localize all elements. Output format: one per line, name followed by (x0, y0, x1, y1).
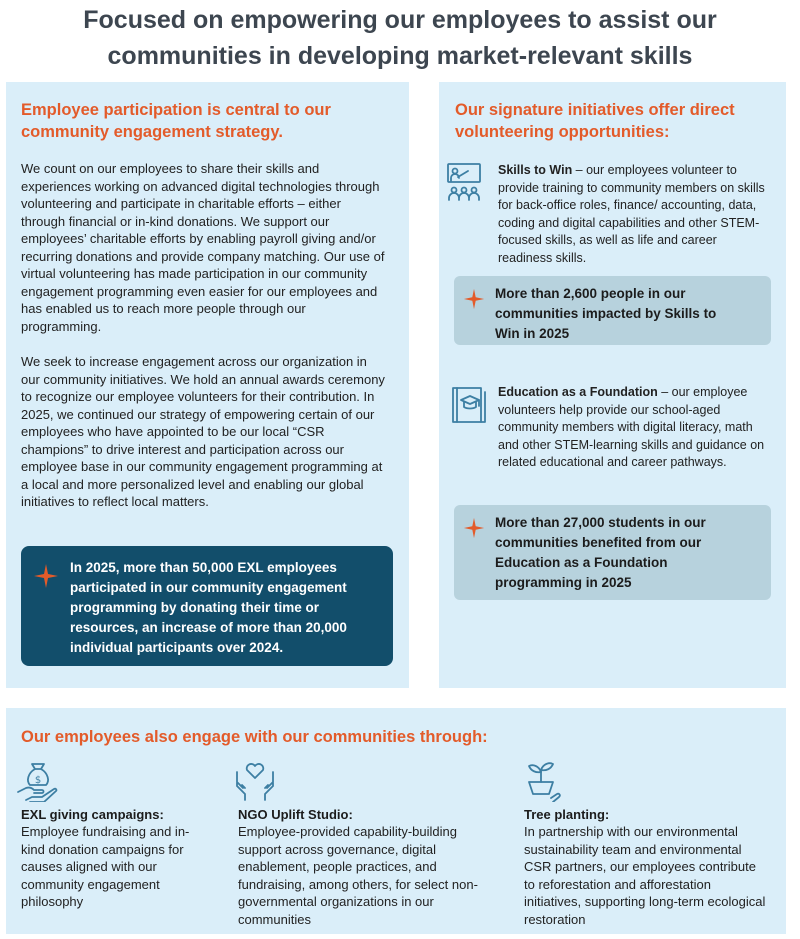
education-foundation-stat-text: More than 27,000 students in our communities benefited from our Education as a Foundation programming in 2025 (495, 515, 706, 590)
skills-to-win-name: Skills to Win (498, 163, 573, 177)
svg-text:$: $ (34, 775, 42, 786)
book-graduation-cap-icon (449, 382, 489, 426)
money-bag-hand-icon (16, 758, 58, 802)
community-engagement-panel (6, 708, 786, 934)
ngo-uplift-description: Employee-provided capability-building support across governance, digital enablement, people practices, and fundraising, among others, for select non-governmental organizations in our communities (238, 824, 478, 927)
giving-campaigns-description: Employee fundraising and in-kind donation campaigns for causes aligned with our community engagement philosophy (21, 824, 190, 909)
sparkle-icon (463, 288, 485, 310)
skills-to-win-text: – our employees volunteer to provide training to community members on skills for back-office roles, finance/ accounting, data, coding and digital capabilities and other STEM-focused skills, as well as life and career readiness skills. (498, 163, 765, 265)
tree-planting-item (524, 806, 769, 928)
participation-paragraph-1: We count on our employees to share their skills and experiences working on advanced digital technologies through volunteering and participate in charitable efforts – either through financial or in-kind donations. We support our employees’ charitable efforts by enabling payroll giving and/or recurring donations and provide company matching. Our use of virtual volunteering has made participation in our community engagement programming even easier for our employees and has enabled us to reach more people through our programming. (21, 161, 385, 334)
education-foundation-stat-callout (454, 505, 771, 600)
page-title-line-2: communities in developing market-relevant skills (107, 42, 693, 70)
education-foundation-text: – our employee volunteers help provide our school-aged community members with digital literacy, math and other STEM-learning skills and guidance on related educational and career pathways. (498, 385, 765, 469)
community-engagement-heading: Our employees also engage with our communities through: (21, 728, 488, 746)
employee-participation-heading: Employee participation is central to our community engagement strategy. (21, 101, 331, 141)
page-title-line-1: Focused on empowering our employees to assist our (83, 6, 717, 34)
tree-planting-title: Tree planting: (524, 807, 610, 822)
giving-campaigns-item (21, 806, 213, 911)
page-title (0, 2, 800, 74)
participation-stat-callout (21, 546, 393, 666)
ngo-uplift-title: NGO Uplift Studio: (238, 807, 353, 822)
skills-to-win-stat-callout (454, 276, 771, 345)
participation-stat-text: In 2025, more than 50,000 EXL employees participated in our community engagement programming by donating their time or resources, an increase of more than 20,000 individual participants over 2024. (70, 560, 347, 655)
sparkle-icon (463, 517, 485, 539)
ngo-uplift-item (238, 806, 483, 928)
plant-hand-icon (521, 758, 563, 802)
employee-participation-panel (6, 82, 409, 688)
education-foundation-name: Education as a Foundation (498, 385, 658, 399)
skills-to-win-description (498, 162, 773, 267)
participation-paragraph-2: We seek to increase engagement across our organization in our community initiatives. We hold an annual awards ceremony to recognize our employee volunteers for their contribution. In 2025, we continued our strategy of empowering certain of our employees who have appointed to be our local “CSR champions” to drive interest and participation across our employee base in our community engagement programming at a local and more personalized level and enabling our global initiatives to reflect local matters. (21, 354, 385, 509)
education-foundation-description (498, 384, 773, 472)
tree-planting-description: In partnership with our environmental sustainability team and environmental CSR partners, our employees contribute to reforestation and afforestation initiatives, supporting long-term ecological restoration (524, 824, 766, 927)
giving-campaigns-title: EXL giving campaigns: (21, 807, 164, 822)
sparkle-icon (33, 563, 59, 589)
signature-initiatives-panel (439, 82, 786, 688)
signature-initiatives-heading: Our signature initiatives offer direct volunteering opportunities: (455, 101, 735, 141)
teacher-presentation-icon (446, 162, 486, 202)
skills-to-win-stat-text: More than 2,600 people in our communities impacted by Skills to Win in 2025 (495, 286, 717, 341)
heart-hands-icon (233, 758, 277, 802)
